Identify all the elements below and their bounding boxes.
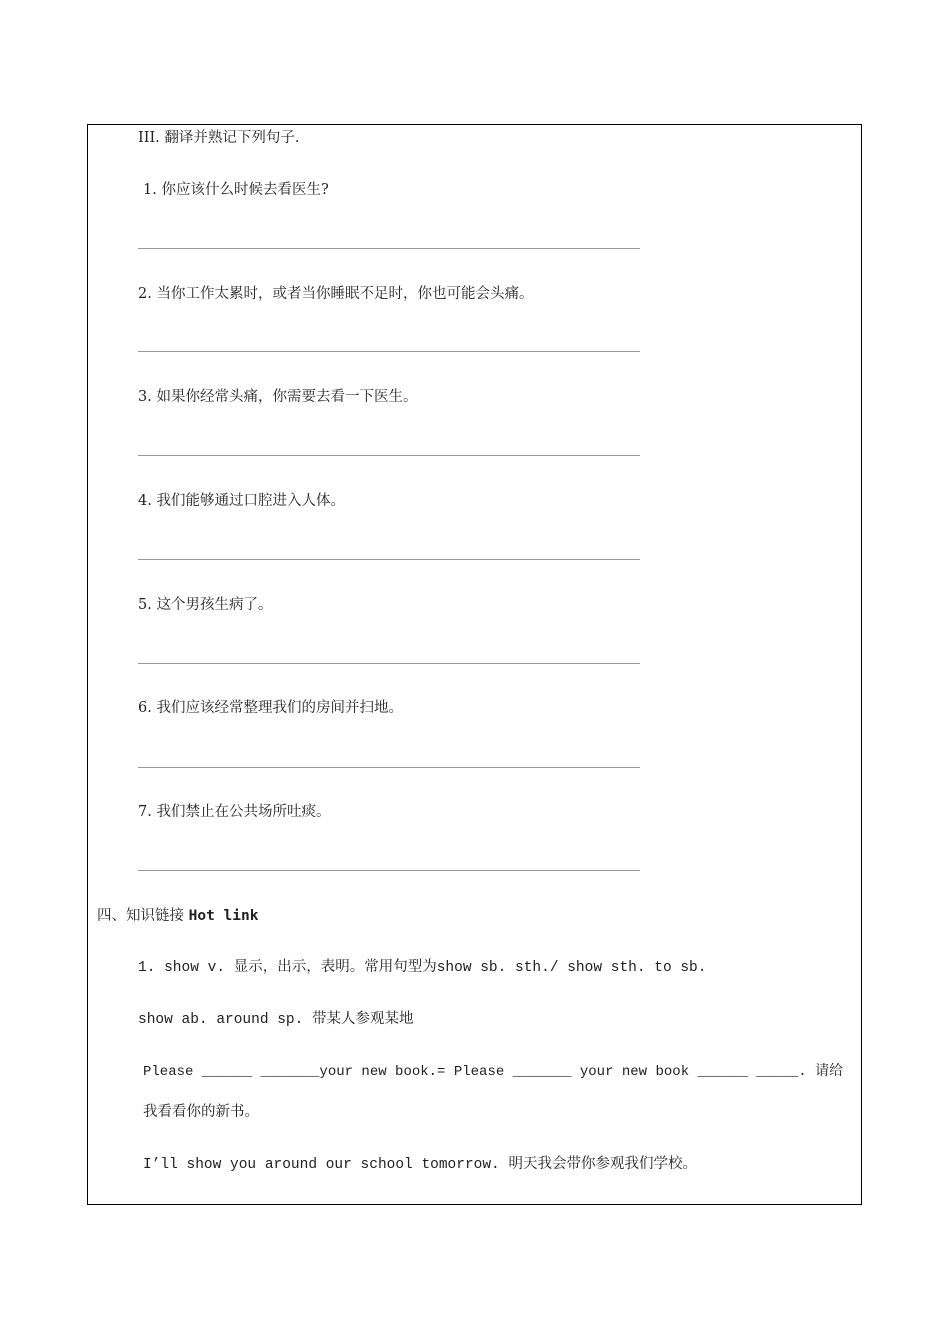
answer-line-1[interactable] [138,248,640,249]
sentence-5: 5. 这个男孩生病了。 [138,597,273,613]
answer-line-6[interactable] [138,767,640,768]
sentence-4: 4. 我们能够通过口腔进入人体。 [138,493,345,509]
section4-heading [97,906,258,926]
answer-line-7[interactable] [138,870,640,871]
answer-line-4[interactable] [138,559,640,560]
sentence-3: 3. 如果你经常头痛，你需要去看一下医生。 [138,389,418,405]
hotlink-line-1: 1. show v. 显示，出示，表明。常用句型为show sb. sth./ show sth. to sb. [138,960,707,976]
sentence-6: 6. 我们应该经常整理我们的房间并扫地。 [138,700,403,716]
section3-heading: III. 翻译并熟记下列句子. [138,130,300,146]
answer-line-2[interactable] [138,351,640,352]
hotlink-line-4: 我看看你的新书。 [143,1104,259,1120]
sentence-1: 1. 你应该什么时候去看医生? [143,182,329,198]
sentence-7: 7. 我们禁止在公共场所吐痰。 [138,804,331,820]
section4-heading-cn: 四、知识链接 [97,908,189,924]
hotlink-line-2: show ab. around sp. 带某人参观某地 [138,1012,414,1028]
hotlink-line-3: Please ______ _______your new book.= Please _______ your new book ______ _____. 请给 [143,1064,844,1080]
section4-heading-en: Hot link [188,908,259,924]
hotlink-line-5: I’ll show you around our school tomorrow. 明天我会带你参观我们学校。 [143,1157,697,1173]
sentence-2: 2. 当你工作太累时，或者当你睡眠不足时，你也可能会头痛。 [138,286,534,302]
answer-line-5[interactable] [138,663,640,664]
answer-line-3[interactable] [138,455,640,456]
